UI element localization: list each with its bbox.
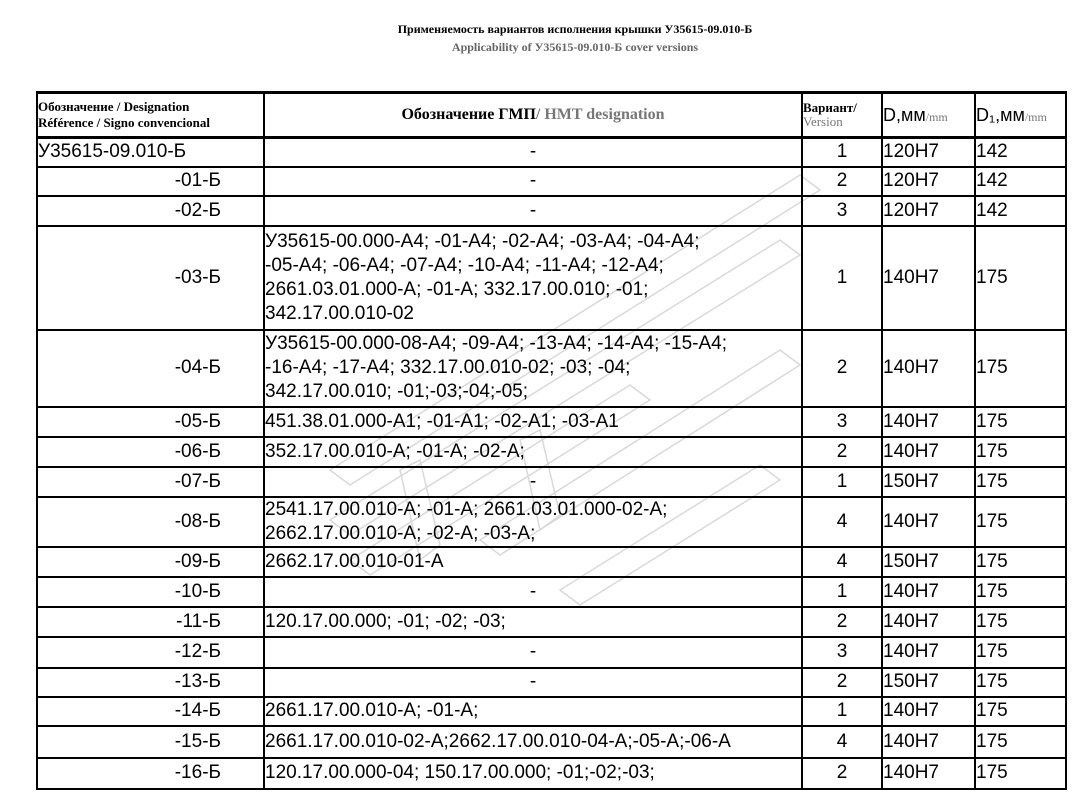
cell-d1: 142 [975, 196, 1066, 226]
cell-variant: 1 [802, 577, 882, 607]
document-title: Применяемость вариантов исполнения крышки У35615-09.010-Б [397, 22, 753, 36]
cell-d: 140H7 [882, 637, 975, 668]
cell-designation: -11-Б [37, 607, 264, 637]
header-d-label: D,мм [883, 104, 926, 125]
cell-variant: 4 [802, 726, 882, 758]
cell-variant: 4 [802, 547, 882, 577]
cell-designation: -03-Б [37, 226, 264, 330]
table-row [37, 407, 1066, 437]
cell-d1: 175 [975, 407, 1066, 437]
cell-d: 140H7 [882, 437, 975, 467]
table-row [37, 758, 1066, 789]
cell-hmp: - [264, 637, 802, 668]
cell-d1: 175 [975, 330, 1066, 407]
cell-d1: 142 [975, 167, 1066, 196]
table-row [37, 437, 1066, 467]
cell-hmp: - [264, 167, 802, 196]
cell-variant: 1 [802, 697, 882, 726]
cell-variant: 3 [802, 637, 882, 668]
cell-hmp: 352.17.00.010-А; -01-А; -02-А; [264, 437, 802, 467]
table-row [37, 726, 1066, 758]
table-body [37, 138, 1066, 789]
cell-d: 120H7 [882, 167, 975, 196]
header-hmp [264, 93, 802, 138]
cell-d: 120H7 [882, 196, 975, 226]
cell-d1: 175 [975, 467, 1066, 497]
header-variant [802, 93, 882, 138]
cell-variant: 4 [802, 497, 882, 547]
table-row [37, 637, 1066, 668]
cell-designation: -06-Б [37, 437, 264, 467]
cell-hmp-line: -16-А4; -17-А4; 332.17.00.010-02; -03; -04; [265, 357, 631, 378]
cell-d1: 175 [975, 726, 1066, 758]
cell-variant: 2 [802, 330, 882, 407]
cell-hmp-line: У35615-00.000-А4; -01-А4; -02-А4; -03-А4; -04-А4; [265, 230, 700, 252]
cell-d: 140H7 [882, 407, 975, 437]
cell-designation: -02-Б [37, 196, 264, 226]
header-d1-label: D₁,мм [976, 104, 1025, 125]
header-hmp-en: / HMT designation [535, 106, 665, 123]
header-variant-en: Version [803, 114, 843, 129]
table-row [37, 167, 1066, 196]
cell-hmp-line: 2661.03.01.000-А; -01-А; 332.17.00.010; -01; [265, 278, 649, 300]
cell-d: 140H7 [882, 607, 975, 637]
cell-d1: 175 [975, 607, 1066, 637]
cell-designation: -16-Б [37, 758, 264, 789]
cell-designation: -07-Б [37, 467, 264, 497]
header-hmp-ru: Обозначение ГМП [401, 106, 536, 123]
cell-hmp: - [264, 577, 802, 607]
cell-variant: 1 [802, 467, 882, 497]
cell-d: 150H7 [882, 547, 975, 577]
cell-d1: 175 [975, 577, 1066, 607]
cell-designation: -14-Б [37, 697, 264, 726]
cell-designation: -09-Б [37, 547, 264, 577]
cell-designation: -12-Б [37, 637, 264, 668]
table-row [37, 138, 1066, 167]
cell-designation: -08-Б [37, 497, 264, 547]
cell-hmp-line: 2541.17.00.010-А; -01-А; 2661.03.01.000-02-А; [265, 498, 668, 520]
cell-d1: 175 [975, 637, 1066, 668]
table-row [37, 697, 1066, 726]
cell-hmp: 2661.17.00.010-А; -01-А; [264, 697, 802, 726]
table-row [37, 547, 1066, 577]
table-row [37, 226, 1066, 330]
cell-hmp: - [264, 467, 802, 497]
cell-designation: -01-Б [37, 167, 264, 196]
cell-d: 140H7 [882, 577, 975, 607]
cell-variant: 3 [802, 196, 882, 226]
cell-d1: 142 [975, 138, 1066, 167]
cell-d: 140H7 [882, 497, 975, 547]
cell-d1: 175 [975, 758, 1066, 789]
cell-hmp: - [264, 196, 802, 226]
cell-hmp: 120.17.00.000; -01; -02; -03; [264, 607, 802, 637]
cell-d1: 175 [975, 226, 1066, 330]
table-row [37, 497, 1066, 547]
cell-hmp: - [264, 668, 802, 697]
cell-variant: 3 [802, 407, 882, 437]
cell-designation: -15-Б [37, 726, 264, 758]
header-designation [37, 93, 264, 138]
cell-d: 140H7 [882, 226, 975, 330]
cell-d1: 175 [975, 547, 1066, 577]
cell-variant: 2 [802, 167, 882, 196]
cell-d1: 175 [975, 497, 1066, 547]
cell-hmp [264, 226, 802, 330]
cell-designation: -13-Б [37, 668, 264, 697]
header-d-unit-en: /mm [925, 109, 948, 124]
document-subtitle: Applicability of У35615-09.010-Б cover versions [451, 40, 699, 54]
cell-designation: -05-Б [37, 407, 264, 437]
header-variant-ru: Вариант/ [803, 100, 857, 115]
table-header-row [37, 93, 1066, 138]
cell-variant: 2 [802, 758, 882, 789]
cell-d1: 175 [975, 668, 1066, 697]
table-row [37, 577, 1066, 607]
cell-variant: 1 [802, 226, 882, 330]
table-row [37, 668, 1066, 697]
table-row [37, 607, 1066, 637]
cell-hmp-line: -05-А4; -06-А4; -07-А4; -10-А4; -11-А4; -12-А4; [265, 254, 664, 276]
header-designation-line2: Référence / Signo convencional [38, 115, 210, 130]
table-row [37, 330, 1066, 407]
cell-hmp: 120.17.00.000-04; 150.17.00.000; -01;-02;-03; [264, 758, 802, 789]
cell-hmp: 451.38.01.000-А1; -01-А1; -02-А1; -03-А1 [264, 407, 802, 437]
table-row [37, 467, 1066, 497]
cell-d: 140H7 [882, 726, 975, 758]
cell-hmp-line: 342.17.00.010-02 [265, 302, 414, 324]
cell-d1: 175 [975, 697, 1066, 726]
cell-d: 140H7 [882, 758, 975, 789]
cell-d: 120H7 [882, 138, 975, 167]
cell-hmp-line: 342.17.00.010; -01;-03;-04;-05; [265, 381, 529, 402]
cell-d: 150H7 [882, 467, 975, 497]
cell-hmp: 2661.17.00.010-02-А;2662.17.00.010-04-А;-05-А;-06-А [264, 726, 802, 758]
cell-hmp-line: У35615-00.000-08-А4; -09-А4; -13-А4; -14-А4; -15-А4; [265, 333, 727, 354]
cell-variant: 2 [802, 607, 882, 637]
header-designation-line1: Обозначение / Designation [38, 99, 190, 114]
cell-d: 140H7 [882, 697, 975, 726]
applicability-table [36, 91, 1067, 790]
cell-hmp: 2662.17.00.010-01-А [264, 547, 802, 577]
cell-hmp [264, 330, 802, 407]
cell-hmp [264, 497, 802, 547]
cell-variant: 2 [802, 668, 882, 697]
header-d1-unit-en: /mm [1024, 109, 1047, 124]
cell-hmp: - [264, 138, 802, 167]
cell-d: 150H7 [882, 668, 975, 697]
cell-variant: 1 [802, 138, 882, 167]
cell-d1: 175 [975, 437, 1066, 467]
cell-designation: У35615-09.010-Б [37, 138, 264, 167]
cell-hmp-line: 2662.17.00.010-А; -02-А; -03-А; [265, 522, 536, 544]
cell-designation: -04-Б [37, 330, 264, 407]
cell-d: 140H7 [882, 330, 975, 407]
header-d1 [975, 93, 1066, 138]
cell-variant: 2 [802, 437, 882, 467]
header-d [882, 93, 975, 138]
cell-designation: -10-Б [37, 577, 264, 607]
table-row [37, 196, 1066, 226]
